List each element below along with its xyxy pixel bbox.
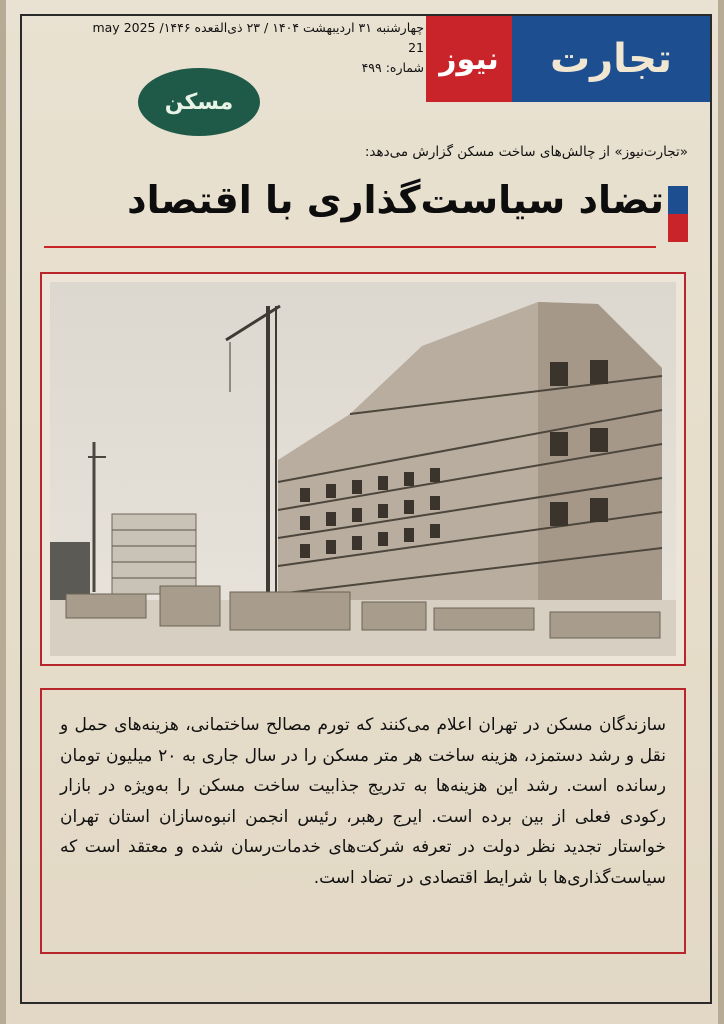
article-photo-frame: [40, 272, 686, 666]
masthead-red-block: [426, 16, 512, 102]
article-headline: تضاد سیاست‌گذاری با اقتصاد: [127, 178, 664, 222]
headline-marker-icon: [668, 186, 688, 242]
masthead-logo: [426, 16, 710, 102]
issue-date: چهارشنبه ۳۱ اردیبهشت ۱۴۰۴ / ۲۳ ذی‌القعده ۱۴۴۶/ 2025 may 21: [92, 20, 424, 55]
article-body: سازندگان مسکن در تهران اعلام می‌کنند که تورم مصالح ساختمانی، هزینه‌های حمل و نقل و رشد دستمزد، هزینه ساخت هر متر مسکن را در سال جاری به ۲۰ میلیون تومان رسانده است. رشد این هزینه‌ها به تدریج جذابیت ساخت مسکن را به‌ویژه در بازار رکودی فعلی از بین برده است. ایرج رهبر، رئیس انجمن انبوه‌سازان استان تهران خواستار تجدید نظر دولت در تعرفه شرکت‌های خدمات‌رسان شده و معتقد است که سیاست‌گذاری‌ها با شرایط اقتصادی در تضاد است.: [60, 715, 666, 888]
brand-part2: نیوز: [439, 41, 499, 77]
masthead-blue-block: [512, 16, 710, 102]
section-badge: [138, 68, 260, 136]
dateline: [84, 18, 424, 78]
article-kicker: «تجارت‌نیوز» از چالش‌های ساخت مسکن گزارش می‌دهد:: [364, 144, 688, 160]
article-body-frame: [40, 688, 686, 954]
brand-part1: تجارت: [549, 36, 673, 82]
issue-number: شماره: ۴۹۹: [361, 60, 424, 75]
headline-divider: [44, 246, 656, 248]
construction-photo: [50, 282, 676, 656]
section-badge-label: مسکن: [164, 89, 234, 115]
